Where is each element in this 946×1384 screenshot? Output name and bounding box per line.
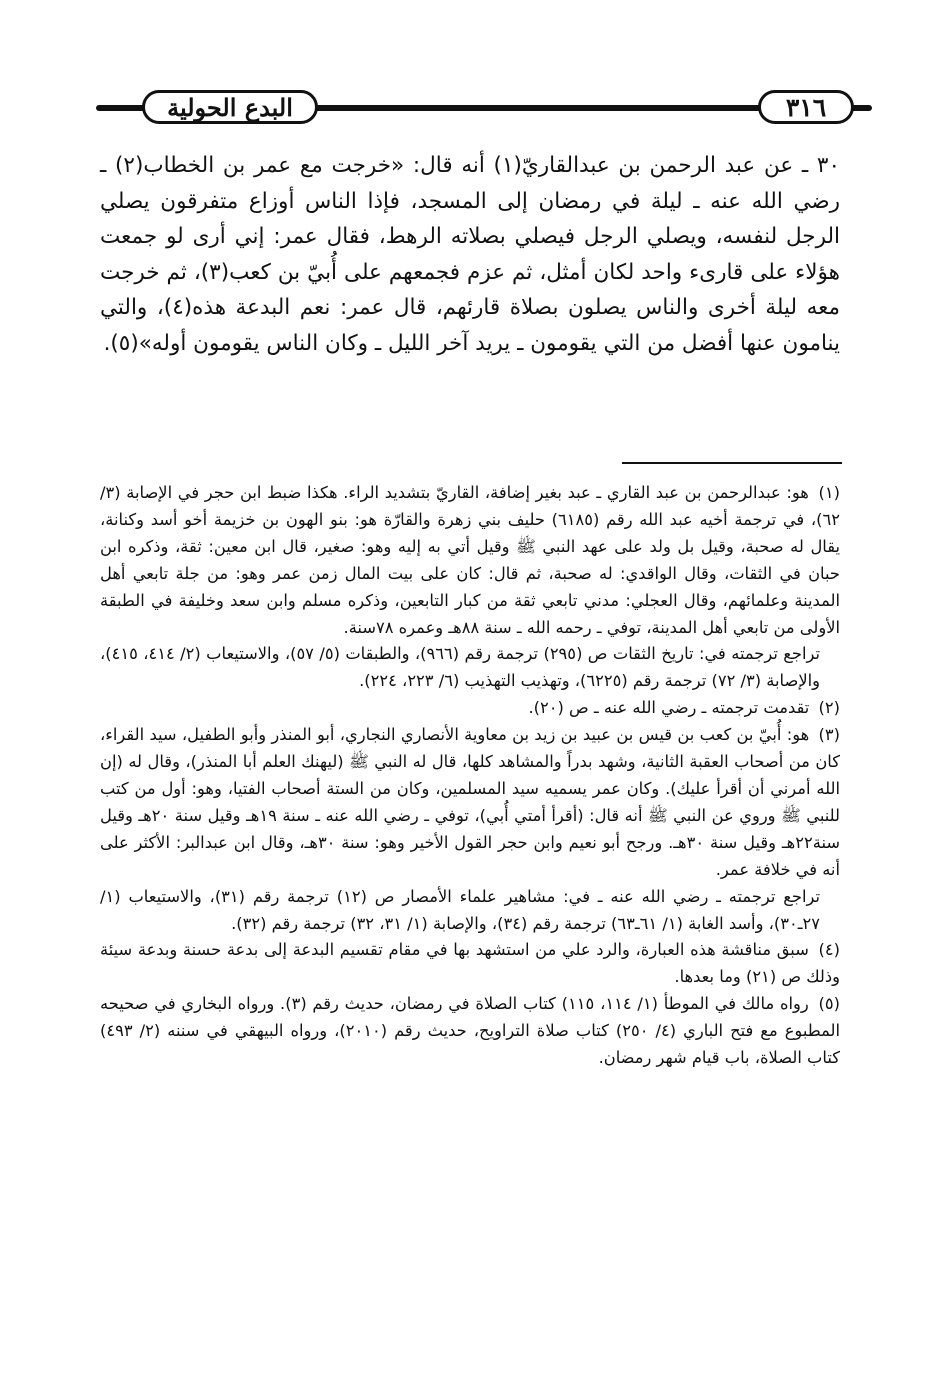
footnote-text: [100, 480, 840, 641]
main-text: [100, 148, 840, 361]
footnote-body: سبق مناقشة هذه العبارة، والرد علي من استشهد بها في مقام تقسيم البدعة إلى بدعة حسنة وبدعة سيئة وذلك ص (٢١) وما بعدها.: [100, 940, 840, 987]
footnote-number: (٥): [818, 994, 840, 1014]
footnote-divider: [622, 462, 842, 464]
footnote-number: (٢): [818, 698, 840, 718]
footnote-body: هو: عبدالرحمن بن عبد القاري ـ عبد بغير إضافة، القاريّ بتشديد الراء. هكذا ضبط ابن حجر في الإصابة (٣/ ٦٢)، في ترجمة أخيه عبد الله رقم (٦١٨٥) حليف بني زهرة والقارّة هو: بنو الهون بن خزيمة أخو أسد وكنانة، يقال له صحبة، وقيل بل ولد على عهد النبي ﷺ وقيل أتي به إليه وهو: صغير، قال ابن معين: ثقة، وذكره ابن حبان في الثقات، وقال الواقدي: له صحبة، ثم قال: كان على بيت المال زمن عمر وهو: من جلة تابعي أهل المدينة وعلمائهم، وقال العجلي: مدني تابعي ثقة من كبار التابعين، وذكره مسلم وابن سعد وخليفة في الطبقة الأولى من تابعي أهل المدينة، توفي ـ رحمه الله ـ سنة ٨٨هـ وعمره ٧٨سنة.: [100, 483, 840, 637]
footnote-text: تراجع ترجمته في: تاريخ الثقات ص (٢٩٥) ترجمة رقم (٩٦٦)، والطبقات (٥/ ٥٧)، والاستيعاب (٢/ ٤١٤، ٤١٥)، والإصابة (٣/ ٧٢) ترجمة رقم (٦٢٢٥)، وتهذيب التهذيب (٦/ ٢٢٣، ٢٢٤).: [100, 644, 821, 691]
footnotes: [100, 480, 840, 1072]
footnote-body: تقدمت ترجمته ـ رضي الله عنه ـ ص (٢٠).: [528, 698, 810, 718]
footnote: [100, 480, 840, 695]
footnote-text: [100, 991, 840, 1072]
footnote: [100, 695, 840, 722]
page-number: ٣١٦: [758, 90, 854, 124]
footnote-text: [100, 937, 840, 991]
hadith-paragraph: ٣٠ ـ عن عبد الرحمن بن عبدالقاريّ(١) أنه قال: «خرجت مع عمر بن الخطاب(٢) ـ رضي الله عنه ـ ليلة في رمضان إلى المسجد، فإذا الناس أوزاع متفرقون يصلي الرجل لنفسه، ويصلي الرجل فيصلي بصلاته الرهط، فقال عمر: إني أرى لو جمعت هؤلاء على قارىء واحد لكان أمثل، ثم عزم فجمعهم على أُبيّ بن كعب(٣)، ثم خرجت معه ليلة أخرى والناس يصلون بصلاة قارئهم، قال عمر: نعم البدعة هذه(٤)، والتي ينامون عنها أفضل من التي يقومون ـ يريد آخر الليل ـ وكان الناس يقومون أوله»(٥).: [100, 153, 841, 356]
footnote-text: [100, 695, 840, 722]
footnote-text: [100, 722, 840, 883]
footnote-number: (١): [818, 483, 840, 502]
footnote: [100, 991, 840, 1072]
footnote-body: هو: أُبيّ بن كعب بن قيس بن عبيد بن زيد بن معاوية الأنصاري النجاري، أبو المنذر وأبو الطفيل، سيد القراء، كان من أصحاب العقبة الثانية، وشهد بدراً والمشاهد كلها، قال له النبي ﷺ (ليهنك العلم أبا المنذر)، وقال له (إن الله أمرني أن أقرأ عليك). وكان عمر يسميه سيد المسلمين، وكان من الستة أصحاب الفتيا، وهو: أول من كتب للنبي ﷺ وروي عن النبي ﷺ أنه قال: (أقرأ أمتي أُبي)، توفي ـ رضي الله عنه ـ سنة ١٩هـ وقيل سنة ٢٠هـ وقيل سنة٢٢هـ وقيل سنة ٣٠هـ. ورجح أبو نعيم وابن حجر القول الأخير وهو: سنة ٣٠هـ، وقال ابن عبدالبر: الأكثر على أنه في خلافة عمر.: [100, 725, 841, 879]
footnote-body: رواه مالك في الموطأ (١/ ١١٤، ١١٥) كتاب الصلاة في رمضان، حديث رقم (٣). ورواه البخاري في صحيحه المطبوع مع فتح الباري (٤/ ٢٥٠) كتاب صلاة التراويح، حديث رقم (٢٠١٠)، ورواه البيهقي في سننه (٢/ ٤٩٣) كتاب الصلاة، باب قيام شهر رمضان.: [100, 994, 840, 1068]
page-header: [96, 86, 872, 130]
footnote-number: (٣): [818, 725, 840, 745]
book-title: البدع الحولية: [142, 90, 318, 124]
footnote-number: (٤): [818, 940, 840, 960]
footnote: [100, 722, 840, 937]
footnote-text: تراجع ترجمته ـ رضي الله عنه ـ في: مشاهير علماء الأمصار ص (١٢) ترجمة رقم (٣١)، والاستيعاب (١/ ٢٧ـ٣٠)، وأسد الغابة (١/ ٦١ـ٦٣) ترجمة رقم (٣٤)، والإصابة (١/ ٣١، ٣٢) ترجمة رقم (٣٢).: [100, 886, 821, 933]
footnote: [100, 937, 840, 991]
